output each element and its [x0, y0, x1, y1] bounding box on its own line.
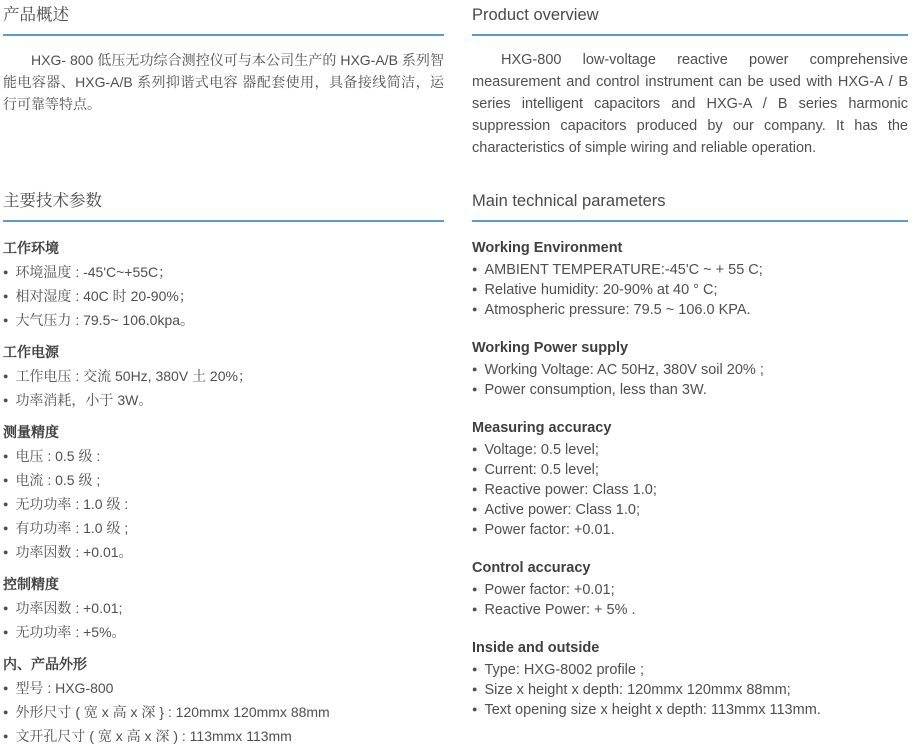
subsection-working-environment-zh: [3, 238, 444, 333]
spec-item: ● Relative humidity: 20-90% at 40 ° C;: [472, 281, 908, 301]
spec-item: ● Text opening size x height x depth: 113mmx 113mm.: [472, 701, 908, 721]
subsection-heading: Inside and outside: [472, 640, 600, 656]
spec-item: ● 无功功率 : +5%。: [3, 621, 444, 645]
spec-list: [3, 445, 444, 565]
spec-item: ● 型号 : HXG-800: [3, 677, 444, 701]
subsection-heading: 工作电源: [3, 344, 59, 360]
spec-item: ● 电压 : 0.5 级 :: [3, 445, 444, 469]
spec-list: [3, 677, 444, 749]
spec-item: ● 有功功率 : 1.0 级 ;: [3, 517, 444, 541]
subsection-control-accuracy-en: [472, 558, 908, 621]
subsection-heading: Working Power supply: [472, 340, 629, 356]
spec-item: ● Atmospheric pressure: 79.5 ~ 106.0 KPA.: [472, 301, 908, 321]
column-english: [472, 2, 908, 749]
subsection-measuring-accuracy-zh: [3, 422, 444, 565]
subsection-heading: Measuring accuracy: [472, 420, 612, 436]
spec-item: ● Type: HXG-8002 profile ;: [472, 661, 908, 681]
spec-item: ● 工作电压 : 交流 50Hz, 380V 土 20%；: [3, 365, 444, 389]
subsection-measuring-accuracy-en: [472, 418, 908, 541]
spec-item: ● AMBIENT TEMPERATURE:-45'C ~ + 55 C;: [472, 261, 908, 281]
spec-list: [472, 261, 908, 321]
spec-item: ● Size x height x depth: 120mmx 120mmx 88mm;: [472, 681, 908, 701]
spec-list: [472, 441, 908, 541]
spec-item: ● 功率因数 : +0.01;: [3, 597, 444, 621]
spec-item: ● 大气压力 : 79.5~ 106.0kpa。: [3, 309, 444, 333]
spec-list: [472, 361, 908, 401]
overview-paragraph-en: HXG-800 low-voltage reactive power comprehensive measurement and control instrument can be used with HXG-A / B series intelligent capacitors and HXG-A / B series harmonic suppression capacitors produced by our company. It has the characteristics of simple wiring and reliable operation.: [472, 52, 908, 156]
spec-item: ● 功率因数 : +0.01。: [3, 541, 444, 565]
spec-item: ● 环境温度 : -45'C~+55C；: [3, 261, 444, 285]
spec-item: ● Voltage: 0.5 level;: [472, 441, 908, 461]
subsection-working-environment-en: [472, 238, 908, 321]
overview-title-zh: 产品概述: [3, 2, 444, 36]
spec-list: [3, 365, 444, 413]
subsection-working-power-zh: [3, 342, 444, 413]
subsection-heading: 测量精度: [3, 424, 59, 440]
spec-item: ● Active power: Class 1.0;: [472, 501, 908, 521]
subsection-heading: 内、产品外形: [3, 656, 87, 672]
params-section-en: [472, 188, 908, 721]
spec-item: ● Power consumption, less than 3W.: [472, 381, 908, 401]
spec-item: ● Working Voltage: AC 50Hz, 380V soil 20% ;: [472, 361, 908, 381]
subsection-heading: 控制精度: [3, 576, 59, 592]
spec-item: ● Power factor: +0.01;: [472, 581, 908, 601]
params-title-zh: 主要技术参数: [3, 188, 444, 222]
spec-list: [472, 581, 908, 621]
params-title-en: Main technical parameters: [472, 188, 908, 222]
spec-list: [3, 261, 444, 333]
column-chinese: [3, 2, 444, 749]
overview-section-en: [472, 2, 908, 188]
overview-section-zh: [3, 2, 444, 188]
spec-item: ● 电流 : 0.5 级 ;: [3, 469, 444, 493]
overview-paragraph-zh: HXG- 800 低压无功综合测控仪可与本公司生产的 HXG-A/B 系列智能电容器、HXG-A/B 系列抑谐式电容 器配套使用，具备接线简洁，运行可靠等特点。: [3, 52, 444, 112]
subsection-heading: 工作环境: [3, 240, 59, 256]
spec-item: ● 功率消耗，小于 3W。: [3, 389, 444, 413]
spec-item: ● 外形尺寸 ( 宽 x 高 x 深 } : 120mmx 120mmx 88mm: [3, 701, 444, 725]
overview-title-en: Product overview: [472, 2, 908, 36]
subsection-product-shape-zh: [3, 654, 444, 749]
subsection-heading: Control accuracy: [472, 560, 591, 576]
spec-item: ● Power factor: +0.01.: [472, 521, 908, 541]
params-section-zh: [3, 188, 444, 749]
spec-item: ● Reactive power: Class 1.0;: [472, 481, 908, 501]
spec-item: ● 相对湿度 : 40C 时 20-90%；: [3, 285, 444, 309]
subsection-control-accuracy-zh: [3, 574, 444, 645]
spec-item: ● Reactive Power: + 5% .: [472, 601, 908, 621]
spec-item: ● Current: 0.5 level;: [472, 461, 908, 481]
subsection-inside-outside-en: [472, 638, 908, 721]
spec-item: ● 文开孔尺寸 ( 宽 x 高 x 深 ) : 113mmx 113mm: [3, 725, 444, 749]
spec-list: [3, 597, 444, 645]
spec-list: [472, 661, 908, 721]
subsection-heading: Working Environment: [472, 240, 623, 256]
spec-item: ● 无功功率 : 1.0 级 :: [3, 493, 444, 517]
subsection-working-power-en: [472, 338, 908, 401]
